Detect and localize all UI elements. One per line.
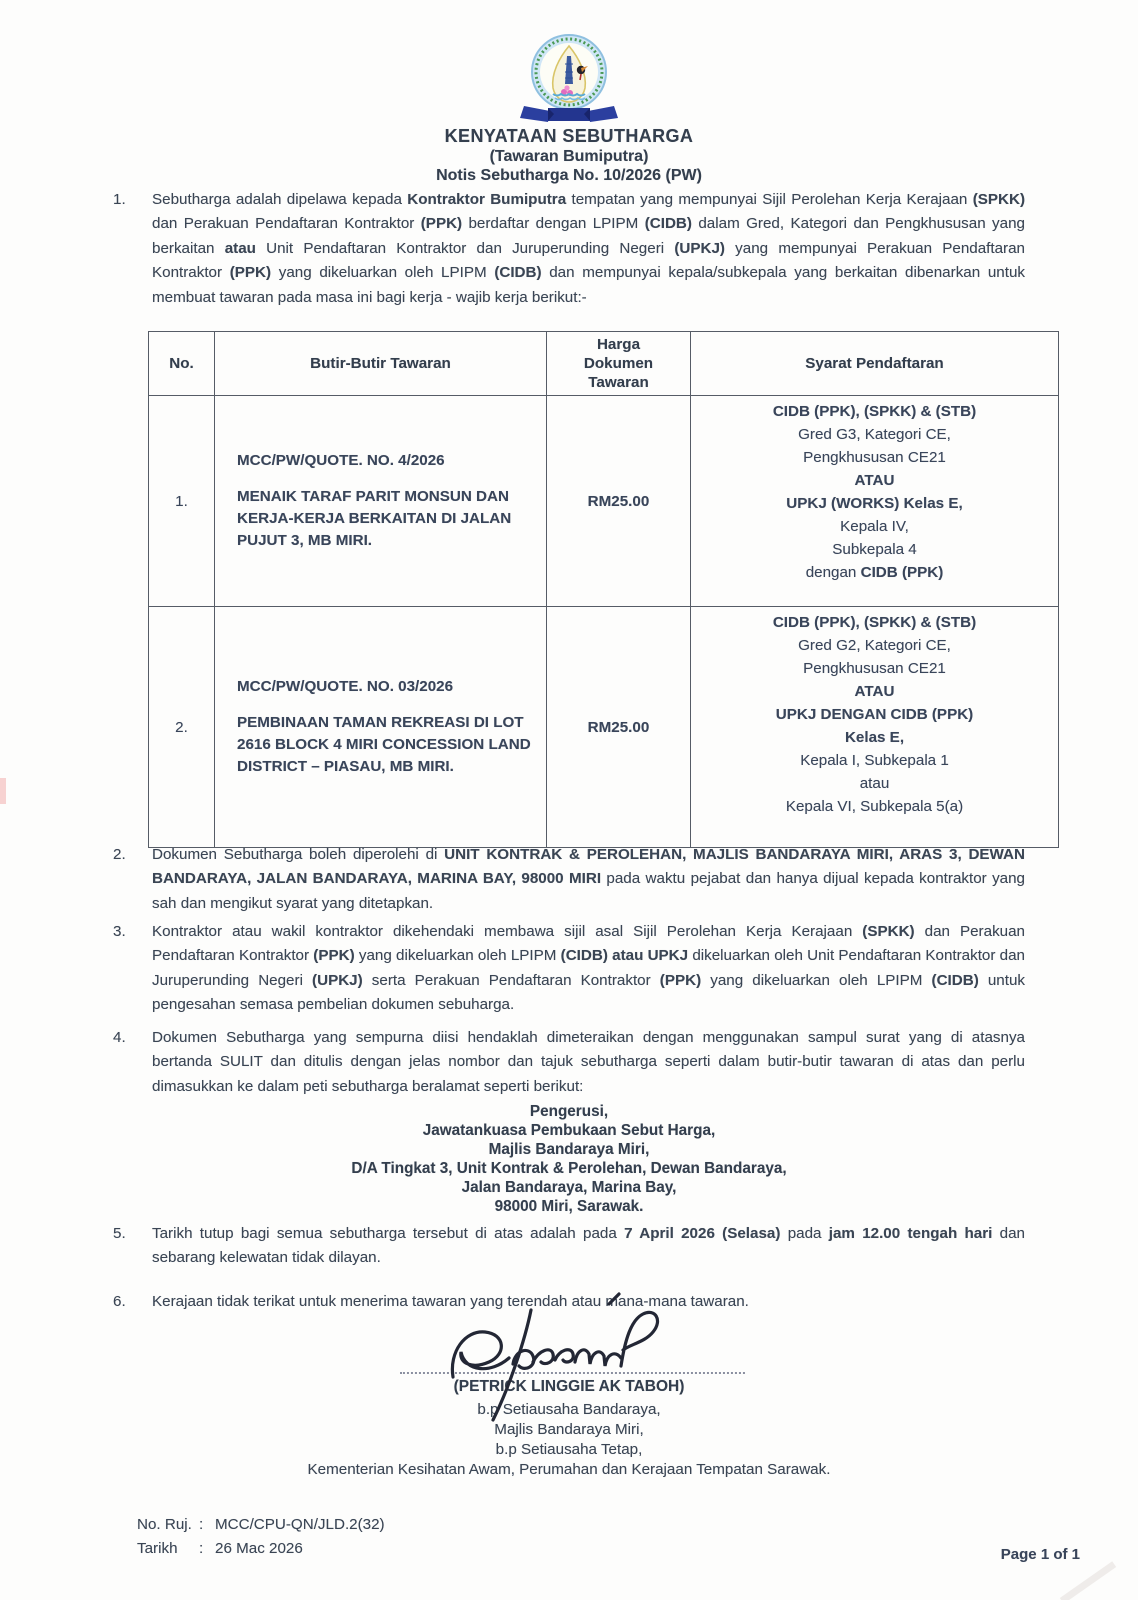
page-title: KENYATAAN SEBUTHARGA xyxy=(444,126,694,146)
item-number: 2. xyxy=(113,846,126,863)
item-text: Tarikh tutup bagi semua sebutharga tersebut di atas adalah pada 7 April 2026 (Selasa) pada jam 12.00 tengah hari dan sebarang kelewatan tidak dilayan. xyxy=(152,1225,1025,1267)
table-row xyxy=(149,607,1059,848)
col-header-syarat: Syarat Pendaftaran xyxy=(691,332,1059,396)
reference-number-row xyxy=(137,1513,385,1537)
table-row xyxy=(149,396,1059,607)
item-number: 4. xyxy=(113,1029,126,1046)
notice-number: Notis Sebutharga No. 10/2026 (PW) xyxy=(436,167,702,184)
date-row xyxy=(137,1537,385,1561)
item-number: 1. xyxy=(113,191,126,208)
item-text: Kerajaan tidak terikat untuk menerima tawaran yang terendah atau mana-mana tawaran. xyxy=(152,1293,749,1310)
item-number: 5. xyxy=(113,1225,126,1242)
item-number: 6. xyxy=(113,1293,126,1310)
signatory-titles: b.p Setiausaha Bandaraya, Majlis Bandaraya Miri, b.p Setiausaha Tetap, Kementerian Kesihatan Awam, Perumahan dan Kerajaan Tempatan Sarawak. xyxy=(307,1401,831,1478)
table-header-row xyxy=(149,332,1059,396)
document-footer xyxy=(137,1513,385,1561)
cell-butir: MCC/PW/QUOTE. NO. 4/2026 MENAIK TARAF PARIT MONSUN DAN KERJA-KERJA BERKAITAN DI JALAN PUJUT 3, MB MIRI. xyxy=(215,396,547,607)
item-text: Sebutharga adalah dipelawa kepada Kontraktor Bumiputra tempatan yang mempunyai Sijil Perolehan Kerja Kerajaan (SPKK) dan Perakuan Pendaftaran Kontraktor (PPK) berdaftar dengan LPIPM (CIDB) dalam Gred, Kategori dan Pengkhususan yang berkaitan atau Unit Pendaftaran Kontraktor dan Juruperunding Negeri (UPKJ) yang mempunyai Perakuan Pendaftaran Kontraktor (PPK) yang dikeluarkan oleh LPIPM (CIDB) dan mempunyai kepala/subkepala yang berkaitan dibenarkan untuk membuat tawaran pada masa ini bagi kerja - wajib kerja berikut:- xyxy=(152,191,1025,306)
scan-artifact xyxy=(0,778,6,804)
cell-harga: RM25.00 xyxy=(547,396,691,607)
cell-syarat: CIDB (PPK), (SPKK) & (STB) Gred G3, Kategori CE, Pengkhususan CE21 ATAU UPKJ (WORKS) Kelas E, Kepala IV, Subkepala 4 dengan CIDB (PPK) xyxy=(691,396,1059,607)
date-value: 26 Mac 2026 xyxy=(215,1540,303,1557)
cell-harga: RM25.00 xyxy=(547,607,691,848)
scan-artifact xyxy=(1060,1561,1116,1600)
date-separator: : xyxy=(199,1540,204,1557)
item-text: Kontraktor atau wakil kontraktor dikehendaki membawa sijil asal Sijil Perolehan Kerja Kerajaan (SPKK) dan Perakuan Pendaftaran Kontraktor (PPK) yang dikeluarkan oleh LPIPM (CIDB) atau UPKJ dikeluarkan oleh Unit Pendaftaran Kontraktor dan Juruperunding Negeri (UPKJ) serta Perakuan Pendaftaran Kontraktor (PPK) yang dikeluarkan oleh LPIPM (CIDB) untuk pengesahan semasa pembelian dokumen sebuharga. xyxy=(152,923,1026,1014)
ref-separator: : xyxy=(199,1516,204,1533)
cell-syarat: CIDB (PPK), (SPKK) & (STB) Gred G2, Kategori CE, Pengkhususan CE21 ATAU UPKJ DENGAN CIDB (PPK) Kelas E, Kepala I, Subkepala 1 atau Kepala VI, Subkepala 5(a) xyxy=(691,607,1059,848)
item-text: Dokumen Sebutharga yang sempurna diisi hendaklah dimeteraikan dengan menggunakan sampul surat yang di atasnya bertanda SULIT dan ditulis dengan jelas nombor dan tajuk sebutharga seperti dalam butir-butir tawaran di atas dan perlu dimasukkan ke dalam peti sebutharga beralamat seperti berikut: xyxy=(152,1029,1025,1095)
ref-value: MCC/CPU-QN/JLD.2(32) xyxy=(215,1516,385,1533)
list-item-2 xyxy=(113,843,1025,916)
item-number: 3. xyxy=(113,923,126,940)
miri-city-council-crest-icon xyxy=(508,32,630,124)
document-header xyxy=(0,0,1138,185)
list-item-5 xyxy=(113,1222,1025,1271)
list-item-4 xyxy=(113,1026,1025,1099)
cell-no: 1. xyxy=(149,396,215,607)
tender-table xyxy=(148,331,1059,848)
cell-butir: MCC/PW/QUOTE. NO. 03/2026 PEMBINAAN TAMAN REKREASI DI LOT 2616 BLOCK 4 MIRI CONCESSION LAND DISTRICT – PIASAU, MB MIRI. xyxy=(215,607,547,848)
list-item-1 xyxy=(113,188,1025,310)
page-subtitle: (Tawaran Bumiputra) xyxy=(489,148,649,165)
col-header-no: No. xyxy=(149,332,215,396)
ref-label: No. Ruj. xyxy=(137,1516,192,1533)
col-header-harga: Harga Dokumen Tawaran xyxy=(547,332,691,396)
date-label: Tarikh xyxy=(137,1540,178,1557)
signatory-name: (PETRICK LINGGIE AK TABOH) xyxy=(453,1378,685,1395)
item-text: Dokumen Sebutharga boleh diperolehi di UNIT KONTRAK & PEROLEHAN, MAJLIS BANDARAYA MIRI, ARAS 3, DEWAN BANDARAYA, JALAN BANDARAYA, MARINA BAY, 98000 MIRI pada waktu pejabat dan hanya dijual kepada kontraktor yang sah dan mengikut syarat yang ditetapkan. xyxy=(152,846,1025,912)
page-number: Page 1 of 1 xyxy=(1000,1546,1080,1563)
list-item-3 xyxy=(113,920,1025,1018)
handwritten-signature xyxy=(413,1292,713,1424)
submission-address: Pengerusi, Jawatankuasa Pembukaan Sebut Harga, Majlis Bandaraya Miri, D/A Tingkat 3, Unit Kontrak & Perolehan, Dewan Bandaraya, Jalan Bandaraya, Marina Bay, 98000 Miri, Sarawak. xyxy=(351,1103,787,1215)
cell-no: 2. xyxy=(149,607,215,848)
col-header-butir: Butir-Butir Tawaran xyxy=(215,332,547,396)
